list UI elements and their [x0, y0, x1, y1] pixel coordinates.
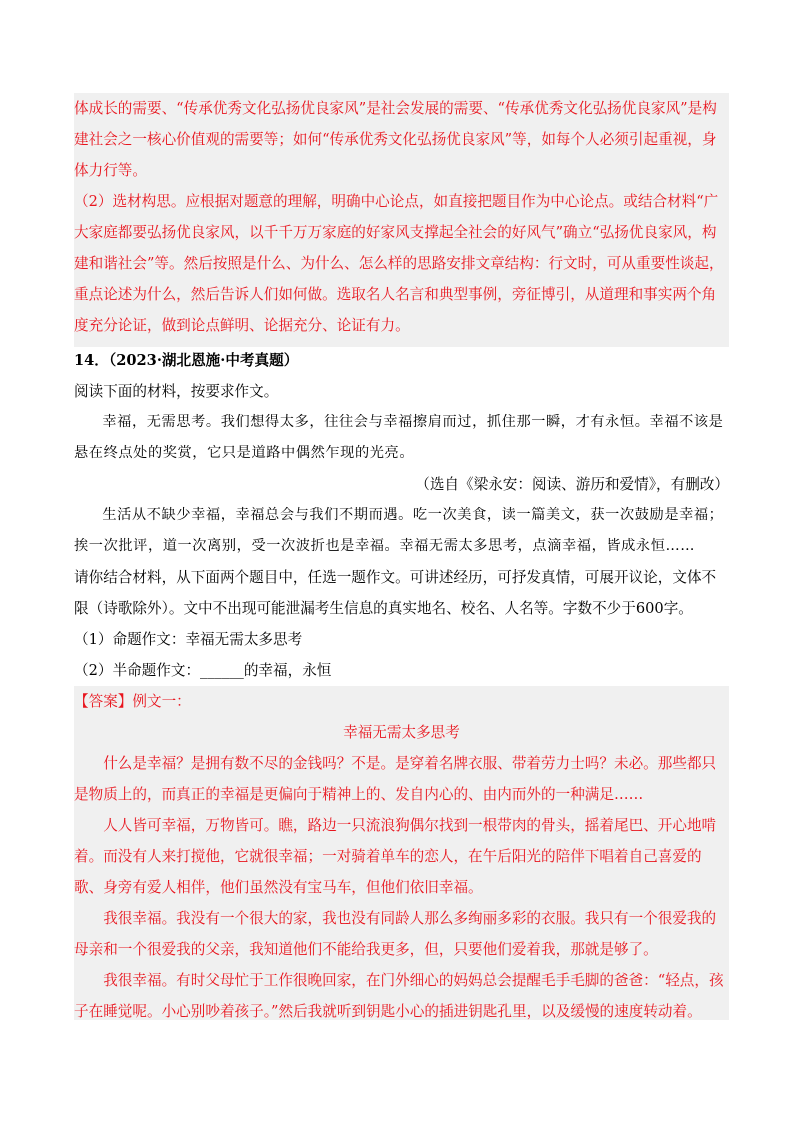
- writing-requirements: 请你结合材料，从下面两个题目中，任选一题作文。可讲述经历，可抒发真情，可展开议论，文体不限（诗歌除外）。文中不出现可能泄漏考生信息的真实地名、校名、人名等。字数不少于600字。: [74, 569, 717, 617]
- answer-section: [74, 686, 729, 1020]
- essay-paragraph-4: 我很幸福。有时父母忙于工作很晚回家，在门外细心的妈妈总会提醒毛手毛脚的爸爸：“轻点，孩子在睡觉呢。小心别吵着孩子。”然后我就听到钥匙小心的插进钥匙孔里，以及缓慢的速度转动着。: [74, 972, 724, 1020]
- essay-title: 幸福无需太多思考: [343, 724, 460, 741]
- material-paragraph-2: 生活从不缺少幸福，幸福总会与我们不期而遇。吃一次美食，读一篇美文，获一次鼓励是幸福；挨一次批评，道一次离别，受一次波折也是幸福。幸福无需太多思考，点滴幸福，皆成永恒……: [74, 507, 724, 554]
- previous-answer-paragraph-2: （2）选材构思。应根据对题意的理解，明确中心论点，如直接把题目作为中心论点。或结合材料“广大家庭都要弘扬优良家风，以千千万万家庭的好家风支撑起全社会的好风气”确立“弘扬优良家风，构建和谐社会”等。然后按照是什么、为什么、怎么样的思路安排文章结构：行文时，可从重要性谈起，重点论述为什么，然后告诉人们如何做。选取名人名言和典型事例，旁征博引，从道理和事实两个角度充分论证，做到论点鲜明、论据充分、论证有力。: [74, 193, 724, 334]
- question-instruction: 阅读下面的材料，按要求作文。: [74, 383, 279, 400]
- previous-answer-paragraph-1: 体成长的需要、“传承优秀文化弘扬优良家风”是社会发展的需要、“传承优秀文化弘扬优良家风”是构建社会之一核心价值观的需要等；如何“传承优秀文化弘扬优良家风”等，如每个人必须引起重视，身体力行等。: [74, 100, 717, 179]
- essay-paragraph-1: 什么是幸福？是拥有数不尽的金钱吗？不是。是穿着名牌衣服、带着劳力士吗？未必。那些都只是物质上的，而真正的幸福是更偏向于精神上的、发自内心的、由内而外的一种满足……: [74, 755, 717, 803]
- question-source: （2023·湖北恩施·中考真题）: [108, 352, 299, 369]
- question-header: [74, 345, 729, 376]
- answer-label: 【答案】: [74, 693, 133, 710]
- answer-header: [74, 686, 729, 717]
- material-paragraph-1: 幸福，无需思考。我们想得太多，往往会与幸福擦肩而过，抓住那一瞬，才有永恒。幸福不该是悬在终点处的奖赏，它只是道路中偶然乍现的光亮。: [74, 414, 724, 461]
- question-number: 14．: [74, 352, 109, 369]
- essay-paragraph-2: 人人皆可幸福，万物皆可。瞧，路边一只流浪狗偶尔找到一根带肉的骨头，摇着尾巴、开心地啃着。而没有人来打搅他，它就很幸福；一对骑着单车的恋人，在午后阳光的陪伴下唱着自己喜爱的歌、身旁有爱人相伴，他们虽然没有宝马车，但他们依旧幸福。: [74, 817, 717, 896]
- topic-option-2: [74, 655, 729, 686]
- answer-example-label: 例文一：: [132, 693, 191, 710]
- topic-option-2-blank: ______: [200, 662, 244, 679]
- question-14: [74, 345, 729, 686]
- previous-answer-continued: [74, 93, 729, 347]
- essay-paragraph-3: 我很幸福。我没有一个很大的家，我也没有同龄人那么多绚丽多彩的衣服。我只有一个很爱我的母亲和一个很爱我的父亲，我知道他们不能给我更多，但，只要他们爱着我，那就是够了。: [74, 910, 717, 958]
- topic-option-1: （1）命题作文：幸福无需太多思考: [74, 631, 303, 648]
- topic-option-2-suffix: 的幸福，永恒: [243, 662, 332, 679]
- material-citation: （选自《梁永安：阅读、游历和爱情》，有删改）: [415, 476, 729, 493]
- topic-option-2-prefix: （2）半命题作文：: [74, 662, 201, 679]
